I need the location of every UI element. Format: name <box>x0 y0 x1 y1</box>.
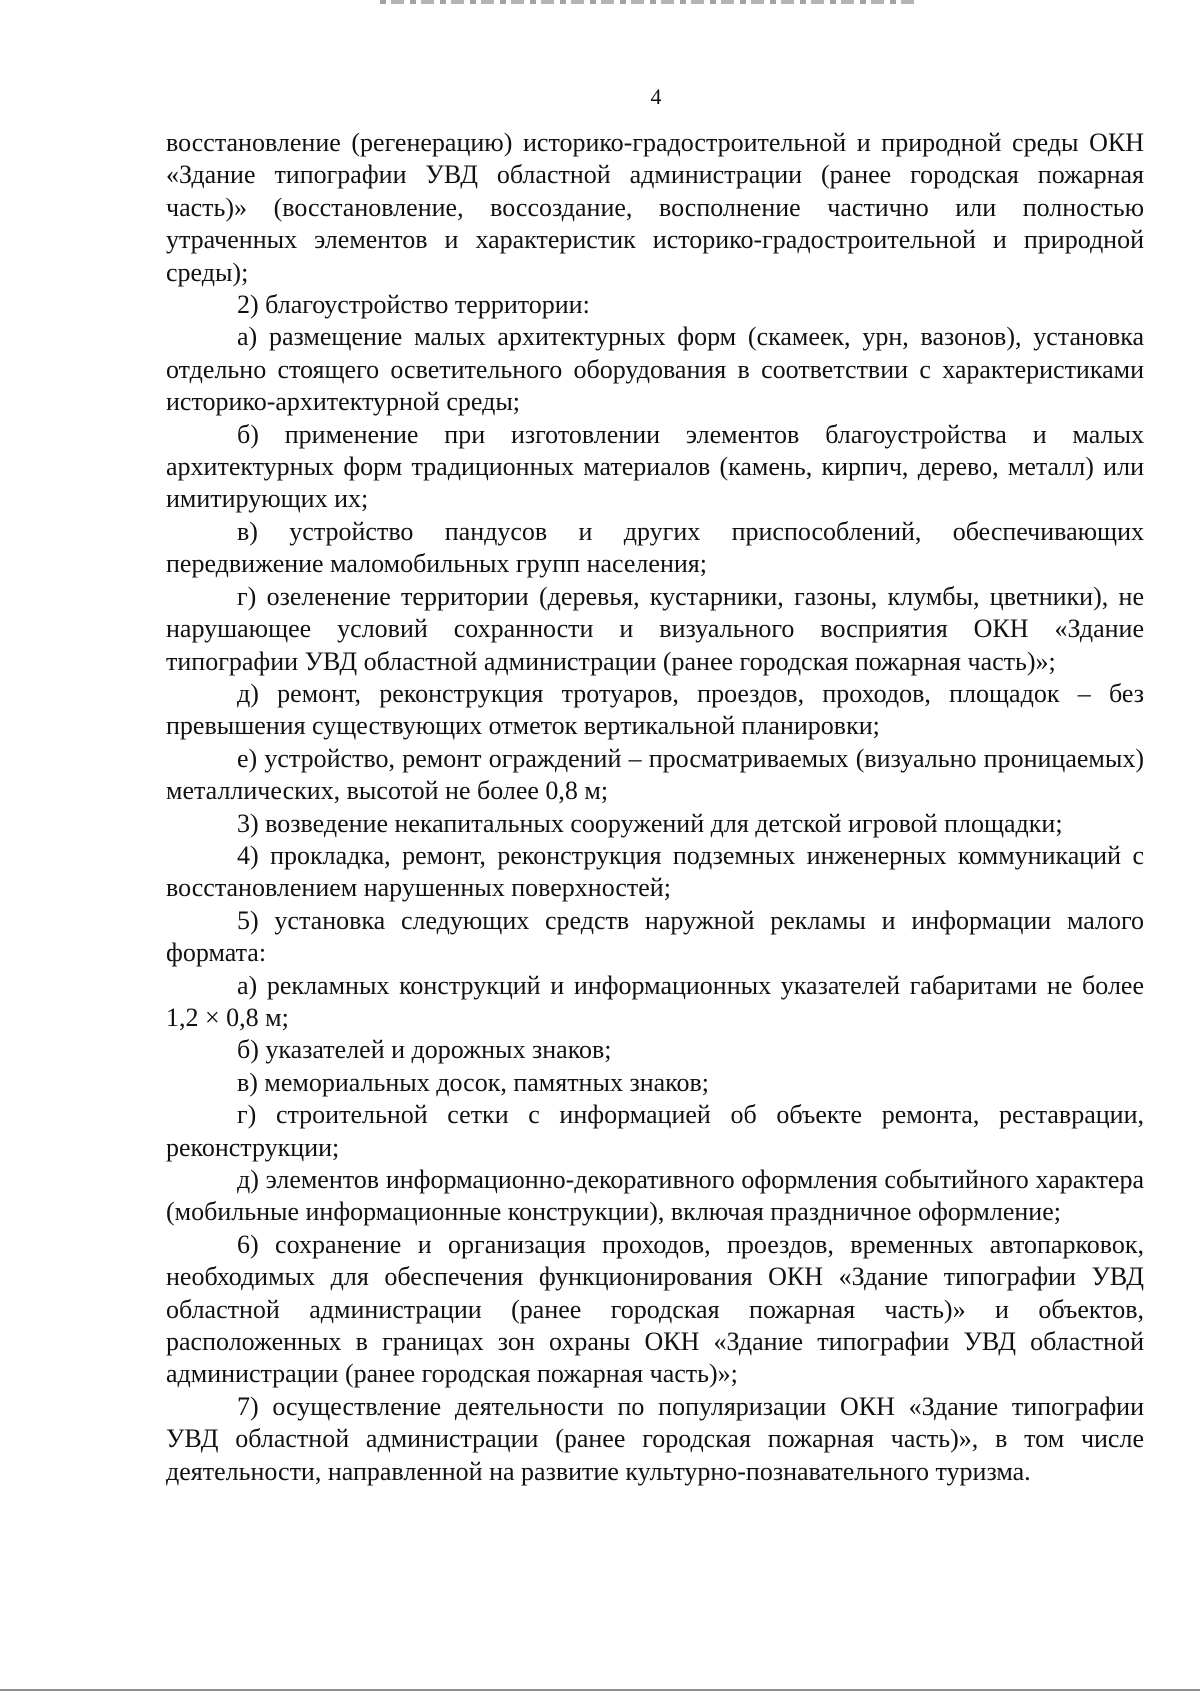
paragraph-item-5a: а) рекламных конструкций и информационных указателей габаритами не более 1,2 × 0,8 м; <box>166 970 1144 1032</box>
paragraph-item-2d: д) ремонт, реконструкция тротуаров, проездов, проходов, площадок – без превышения существующих отметок вертикальной планировки; <box>166 678 1144 741</box>
paragraph-item-2g: г) озеленение территории (деревья, кустарники, газоны, клумбы, цветники), не нарушающее условий сохранности и визуального восприятия ОКН «Здание типографии УВД областной администрации (ранее городская пожарная часть)»; <box>166 581 1144 676</box>
paragraph-item-2v: в) устройство пандусов и других приспособлений, обеспечивающих передвижение маломобильных групп населения; <box>166 516 1144 579</box>
paragraph-item-4: 4) прокладка, ремонт, реконструкция подземных инженерных коммуникаций с восстановлением нарушенных поверхностей; <box>166 840 1144 903</box>
page-number: 4 <box>650 84 662 109</box>
paragraph-continuation: восстановление (регенерацию) историко-градостроительной и природной среды ОКН «Здание типографии УВД областной администрации (ранее городская пожарная часть)» (восстановление, воссоздание, восполнение частично или полностью утраченных элементов и характеристик историко-градостроительной и природной среды); <box>166 128 1144 287</box>
scan-artifact-top <box>380 0 920 4</box>
paragraph-item-2e: е) устройство, ремонт ограждений – просматриваемых (визуально проницаемых) металлических, высотой не более 0,8 м; <box>166 743 1144 806</box>
paragraph-item-5v: в) мемориальных досок, памятных знаков; <box>237 1067 709 1097</box>
paragraph-item-7: 7) осуществление деятельности по популяризации ОКН «Здание типографии УВД областной администрации (ранее городская пожарная часть)», в том числе деятельности, направленной на развитие культурно-познавательного туризма. <box>166 1391 1144 1486</box>
document-body <box>166 127 1144 1488</box>
paragraph-item-2a: а) размещение малых архитектурных форм (скамеек, урн, вазонов), установка отдельно стоящего осветительного оборудования в соответствии с характеристиками историко-архитектурной среды; <box>166 322 1144 417</box>
paragraph-item-2: 2) благоустройство территории: <box>237 290 590 320</box>
scan-artifact-bottom <box>0 1689 1200 1691</box>
paragraph-item-6: 6) сохранение и организация проходов, проездов, временных автопарковок, необходимых для обеспечения функционирования ОКН «Здание типографии УВД областной администрации (ранее городская пожарная часть)» и объектов, расположенных в границах зон охраны ОКН «Здание типографии УВД областной администрации (ранее городская пожарная часть)»; <box>166 1229 1144 1389</box>
paragraph-item-5g: г) строительной сетки с информацией об объекте ремонта, реставрации, реконструкции; <box>166 1100 1144 1162</box>
paragraph-item-5: 5) установка следующих средств наружной рекламы и информации малого формата: <box>166 905 1144 968</box>
paragraph-item-2b: б) применение при изготовлении элементов благоустройства и малых архитектурных форм традиционных материалов (камень, кирпич, дерево, металл) или имитирующих их; <box>166 419 1144 514</box>
paragraph-item-5d: д) элементов информационно-декоративного оформления событийного характера (мобильные информационные конструкции), включая праздничное оформление; <box>166 1165 1144 1227</box>
paragraph-item-5b: б) указателей и дорожных знаков; <box>237 1035 612 1065</box>
paragraph-item-3: 3) возведение некапитальных сооружений для детской игровой площадки; <box>237 808 1063 838</box>
